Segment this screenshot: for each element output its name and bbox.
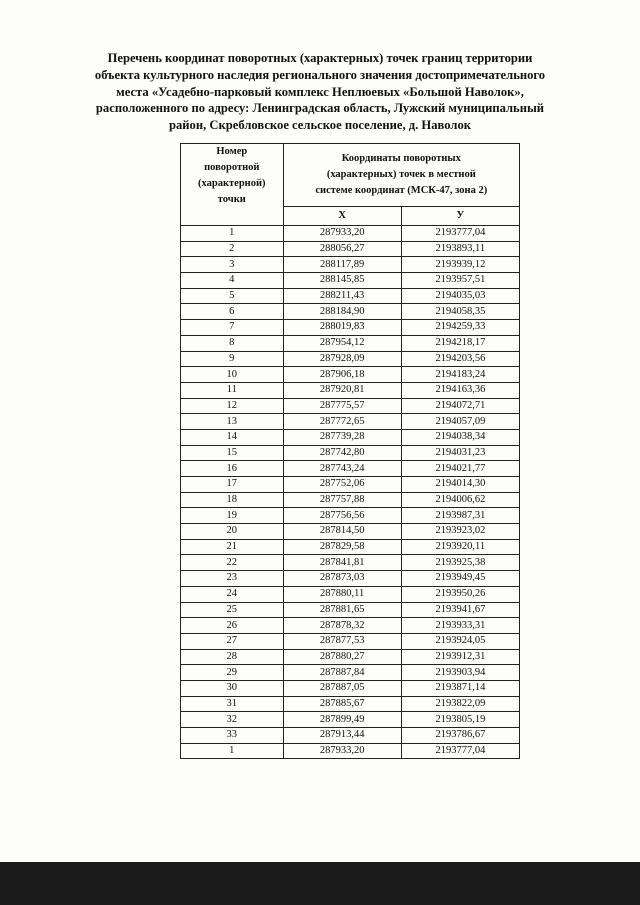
point-number-cell: 33 [181, 728, 284, 744]
x-coordinate-cell: 288211,43 [283, 288, 401, 304]
x-coordinate-cell: 287756,56 [283, 508, 401, 524]
x-coordinate-cell: 287757,88 [283, 492, 401, 508]
point-number-cell: 3 [181, 257, 284, 273]
x-coordinate-cell: 287887,84 [283, 665, 401, 681]
header-line: Координаты поворотных [341, 153, 461, 164]
y-coordinate-cell: 2193933,31 [401, 618, 519, 634]
table-row [181, 555, 520, 571]
y-coordinate-cell: 2193822,09 [401, 696, 519, 712]
x-coordinate-cell: 287880,27 [283, 649, 401, 665]
y-coordinate-cell: 2193777,04 [401, 743, 519, 759]
point-number-cell: 32 [181, 712, 284, 728]
y-coordinate-cell: 2193903,94 [401, 665, 519, 681]
title-line: места «Усадебно-парковый комплекс Неплюевых «Большой Наволок», [116, 84, 524, 99]
title-line: Перечень координат поворотных (характерных) точек границ территории [107, 51, 533, 65]
table-row [181, 618, 520, 634]
point-number-cell: 22 [181, 555, 284, 571]
table-row [181, 351, 520, 367]
x-coordinate-cell: 287743,24 [283, 461, 401, 477]
header-line: Номер [216, 146, 248, 157]
table-row [181, 288, 520, 304]
y-coordinate-cell: 2194038,34 [401, 429, 519, 445]
y-coordinate-cell: 2193925,38 [401, 555, 519, 571]
point-number-cell: 27 [181, 633, 284, 649]
y-coordinate-cell: 2193893,11 [401, 241, 519, 257]
x-coordinate-cell: 287913,44 [283, 728, 401, 744]
table-row [181, 398, 520, 414]
y-coordinate-cell: 2193912,31 [401, 649, 519, 665]
header-line: (характерных) точек в местной [326, 169, 476, 180]
point-number-cell: 9 [181, 351, 284, 367]
header-point-number [181, 144, 284, 226]
y-coordinate-cell: 2194014,30 [401, 477, 519, 493]
point-number-cell: 24 [181, 586, 284, 602]
coordinates-table [180, 143, 520, 759]
x-coordinate-cell: 288184,90 [283, 304, 401, 320]
point-number-cell: 30 [181, 680, 284, 696]
point-number-cell: 14 [181, 429, 284, 445]
point-number-cell: 29 [181, 665, 284, 681]
point-number-cell: 19 [181, 508, 284, 524]
x-coordinate-cell: 287829,58 [283, 539, 401, 555]
table-row [181, 743, 520, 759]
table-row [181, 539, 520, 555]
y-coordinate-cell: 2194021,77 [401, 461, 519, 477]
x-coordinate-cell: 287954,12 [283, 335, 401, 351]
table-row [181, 414, 520, 430]
table-row [181, 257, 520, 273]
point-number-cell: 20 [181, 524, 284, 540]
header-line: системе координат (МСК-47, зона 2) [315, 185, 488, 196]
point-number-cell: 21 [181, 539, 284, 555]
y-coordinate-cell: 2193939,12 [401, 257, 519, 273]
header-x: Х [283, 207, 401, 226]
x-coordinate-cell: 287878,32 [283, 618, 401, 634]
y-coordinate-cell: 2193805,19 [401, 712, 519, 728]
header-line: поворотной [204, 162, 260, 173]
point-number-cell: 16 [181, 461, 284, 477]
x-coordinate-cell: 287772,65 [283, 414, 401, 430]
table-row [181, 273, 520, 289]
y-coordinate-cell: 2193871,14 [401, 680, 519, 696]
y-coordinate-cell: 2193941,67 [401, 602, 519, 618]
title-line: объекта культурного наследия регионального значения достопримечательного [94, 67, 546, 82]
y-coordinate-cell: 2194006,62 [401, 492, 519, 508]
point-number-cell: 7 [181, 320, 284, 336]
y-coordinate-cell: 2193949,45 [401, 571, 519, 587]
table-body [181, 226, 520, 759]
y-coordinate-cell: 2194057,09 [401, 414, 519, 430]
x-coordinate-cell: 287887,05 [283, 680, 401, 696]
x-coordinate-cell: 287752,06 [283, 477, 401, 493]
table-row [181, 492, 520, 508]
y-coordinate-cell: 2193923,02 [401, 524, 519, 540]
y-coordinate-cell: 2194072,71 [401, 398, 519, 414]
y-coordinate-cell: 2194203,56 [401, 351, 519, 367]
x-coordinate-cell: 288117,89 [283, 257, 401, 273]
point-number-cell: 23 [181, 571, 284, 587]
point-number-cell: 5 [181, 288, 284, 304]
header-y: У [401, 207, 519, 226]
x-coordinate-cell: 287885,67 [283, 696, 401, 712]
point-number-cell: 8 [181, 335, 284, 351]
x-coordinate-cell: 287920,81 [283, 382, 401, 398]
scan-bottom-border [0, 862, 640, 905]
table-row [181, 477, 520, 493]
y-coordinate-cell: 2193924,05 [401, 633, 519, 649]
x-coordinate-cell: 287928,09 [283, 351, 401, 367]
table-row [181, 712, 520, 728]
point-number-cell: 31 [181, 696, 284, 712]
point-number-cell: 6 [181, 304, 284, 320]
point-number-cell: 26 [181, 618, 284, 634]
x-coordinate-cell: 287739,28 [283, 429, 401, 445]
table-row [181, 696, 520, 712]
table-row [181, 524, 520, 540]
y-coordinate-cell: 2194035,03 [401, 288, 519, 304]
x-coordinate-cell: 287880,11 [283, 586, 401, 602]
x-coordinate-cell: 287814,50 [283, 524, 401, 540]
y-coordinate-cell: 2193950,26 [401, 586, 519, 602]
title-line: район, Скребловское сельское поселение, д. Наволок [169, 118, 471, 133]
x-coordinate-cell: 287881,65 [283, 602, 401, 618]
y-coordinate-cell: 2193957,51 [401, 273, 519, 289]
x-coordinate-cell: 288056,27 [283, 241, 401, 257]
table-row [181, 304, 520, 320]
table-row [181, 320, 520, 336]
header-coordinates [283, 144, 519, 207]
table-row [181, 445, 520, 461]
point-number-cell: 17 [181, 477, 284, 493]
x-coordinate-cell: 287877,53 [283, 633, 401, 649]
point-number-cell: 2 [181, 241, 284, 257]
table-row [181, 586, 520, 602]
x-coordinate-cell: 287873,03 [283, 571, 401, 587]
x-coordinate-cell: 287933,20 [283, 743, 401, 759]
title-line: расположенного по адресу: Ленинградская область, Лужский муниципальный [95, 101, 545, 116]
point-number-cell: 1 [181, 226, 284, 242]
y-coordinate-cell: 2194218,17 [401, 335, 519, 351]
point-number-cell: 10 [181, 367, 284, 383]
y-coordinate-cell: 2193777,04 [401, 226, 519, 242]
header-line: точки [217, 194, 246, 205]
x-coordinate-cell: 287933,20 [283, 226, 401, 242]
x-coordinate-cell: 288145,85 [283, 273, 401, 289]
y-coordinate-cell: 2193786,67 [401, 728, 519, 744]
table-row [181, 335, 520, 351]
y-coordinate-cell: 2193920,11 [401, 539, 519, 555]
x-coordinate-cell: 288019,83 [283, 320, 401, 336]
x-coordinate-cell: 287906,18 [283, 367, 401, 383]
point-number-cell: 1 [181, 743, 284, 759]
table-row [181, 429, 520, 445]
y-coordinate-cell: 2194259,33 [401, 320, 519, 336]
x-coordinate-cell: 287899,49 [283, 712, 401, 728]
table-row [181, 602, 520, 618]
table-row [181, 571, 520, 587]
table-row [181, 508, 520, 524]
table-row [181, 461, 520, 477]
y-coordinate-cell: 2194163,36 [401, 382, 519, 398]
x-coordinate-cell: 287841,81 [283, 555, 401, 571]
table-row [181, 649, 520, 665]
table-row [181, 241, 520, 257]
y-coordinate-cell: 2194031,23 [401, 445, 519, 461]
point-number-cell: 18 [181, 492, 284, 508]
y-coordinate-cell: 2193987,31 [401, 508, 519, 524]
point-number-cell: 15 [181, 445, 284, 461]
table-row [181, 665, 520, 681]
table-row [181, 728, 520, 744]
point-number-cell: 25 [181, 602, 284, 618]
x-coordinate-cell: 287775,57 [283, 398, 401, 414]
document-title [40, 50, 600, 134]
y-coordinate-cell: 2194183,24 [401, 367, 519, 383]
point-number-cell: 13 [181, 414, 284, 430]
point-number-cell: 28 [181, 649, 284, 665]
table-row [181, 367, 520, 383]
table-row [181, 226, 520, 242]
x-coordinate-cell: 287742,80 [283, 445, 401, 461]
table-row [181, 633, 520, 649]
point-number-cell: 4 [181, 273, 284, 289]
point-number-cell: 11 [181, 382, 284, 398]
y-coordinate-cell: 2194058,35 [401, 304, 519, 320]
table-row [181, 382, 520, 398]
point-number-cell: 12 [181, 398, 284, 414]
table-row [181, 680, 520, 696]
header-line: (характерной) [198, 178, 266, 189]
